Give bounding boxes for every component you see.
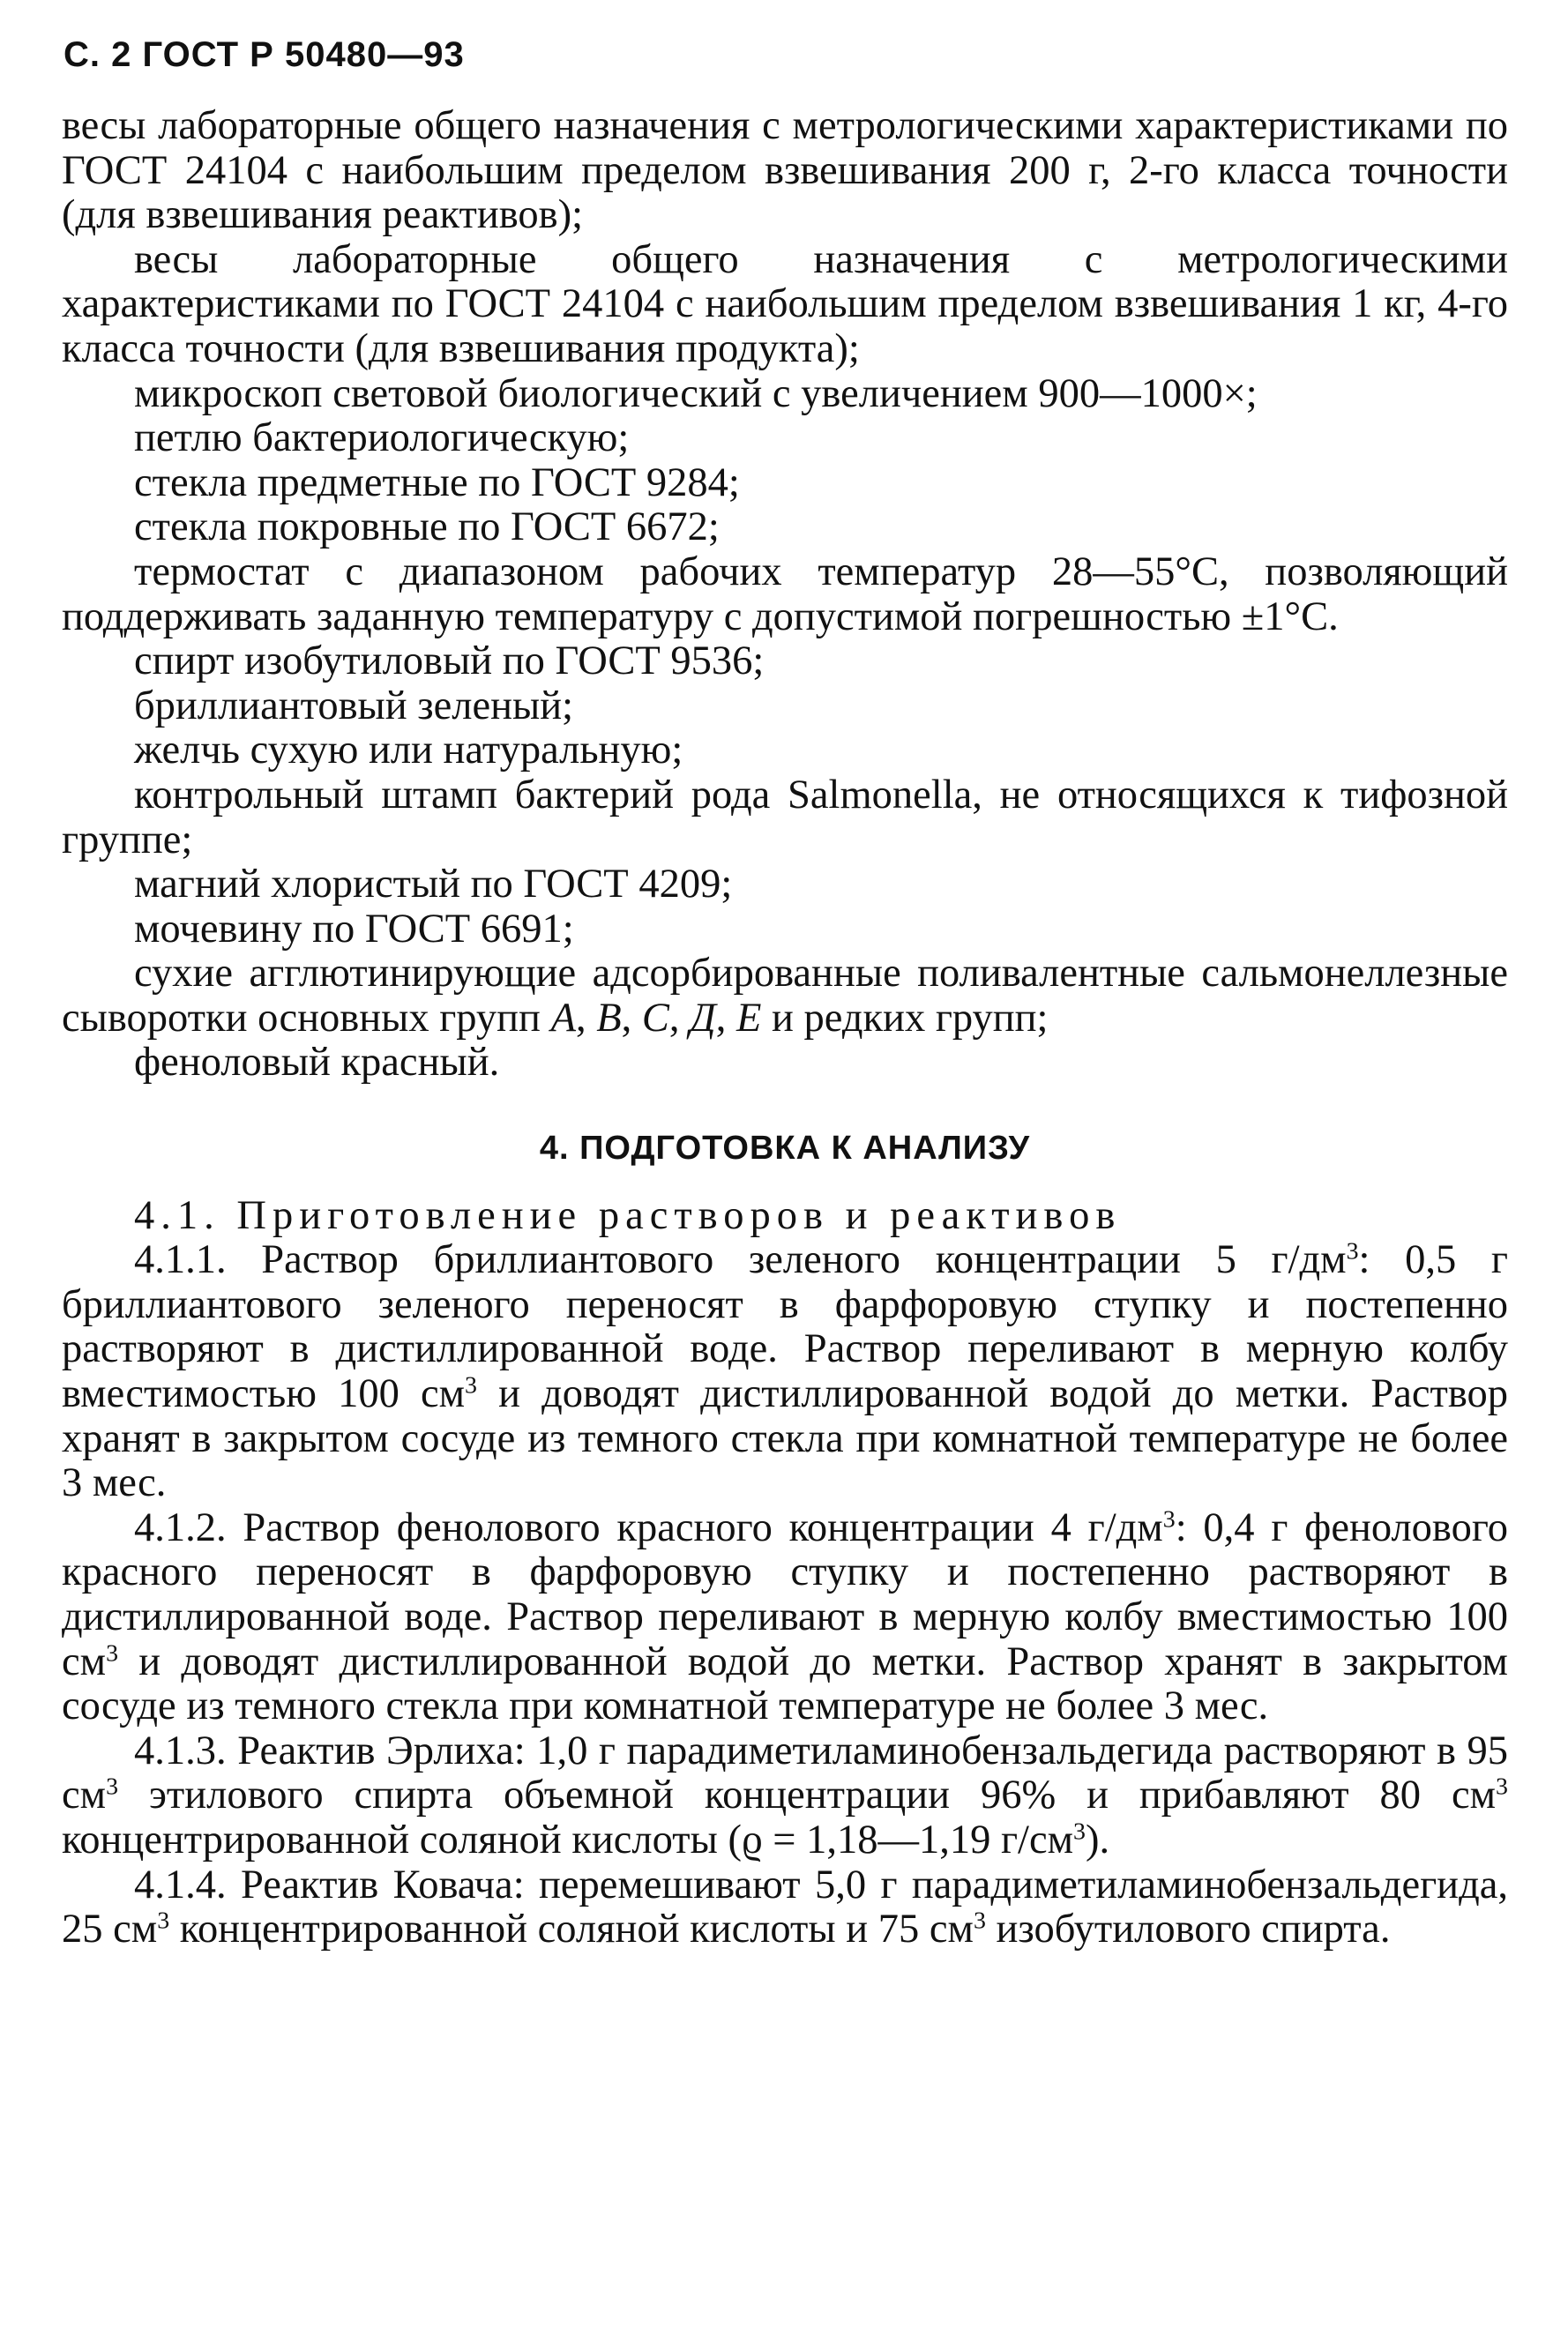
subsection-title: 4.1. Приготовление растворов и реактивов (134, 1192, 1122, 1238)
paragraph-4-1-3: 4.1.3. Реактив Эрлиха: 1,0 г парадиметиламинобензальдегида растворяют в 95 $см^3$ этилового спирта объемной концентрации 96% и прибавляют 80 $см^3$ концентрированной соляной кислоты (ϱ = 1,18—1,19 $г/см^3$). (62, 1728, 1508, 1863)
body-text (62, 104, 1508, 1952)
list-item: бриллиантовый зеленый; (134, 683, 574, 728)
list-item: спирт изобутиловый по ГОСТ 9536; (134, 638, 765, 684)
group-b: В (596, 995, 622, 1041)
list-item: контрольный штамп бактерий рода Salmonella, не относящихся к тифозной группе; (62, 772, 1508, 862)
group-a: А (550, 995, 576, 1041)
group-d: Д (690, 995, 716, 1041)
list-item: мочевину по ГОСТ 6691; (134, 906, 574, 952)
list-item: микроскоп световой биологический с увеличением 900—1000×; (134, 370, 1258, 416)
list-item: весы лабораторные общего назначения с метрологическими характеристиками по ГОСТ 24104 с наибольшим пределом взвешивания 1 кг, 4-го класса точности (для взвешивания продукта); (62, 236, 1508, 371)
list-item: феноловый красный. (134, 1040, 500, 1086)
list-item: петлю бактериологическую; (134, 415, 630, 461)
page-header: С. 2 ГОСТ Р 50480—93 (63, 35, 465, 74)
list-item: термостат с диапазоном рабочих температур 28—55°С, позволяющий поддерживать заданную температуру с допустимой погрешностью ±1°С. (62, 549, 1508, 639)
list-item: стекла предметные по ГОСТ 9284; (134, 459, 740, 505)
section-title: 4. ПОДГОТОВКА К АНАЛИЗУ (539, 1130, 1031, 1168)
group-e: Е (736, 995, 762, 1041)
paragraph-4-1-4: 4.1.4. Реактив Ковача: перемешивают 5,0 г парадиметиламинобензальдегида, 25 $см^3$ концентрированной соляной кислоты и 75 $см^3$ изобутилового спирта. (62, 1862, 1508, 1952)
list-item: стекла покровные по ГОСТ 6672; (134, 504, 720, 550)
list-item: желчь сухую или натуральную; (134, 728, 683, 773)
list-item: весы лабораторные общего назначения с метрологическими характеристиками по ГОСТ 24104 с наибольшим пределом взвешивания 200 г, 2-го класса точности (для взвешивания реактивов); (62, 103, 1508, 238)
paragraph-4-1-1: 4.1.1. Раствор бриллиантового зеленого концентрации 5 $г/дм^3$: 0,5 г бриллиантового зеленого переносят в фарфоровую ступку и постепенно растворяют в дистиллированной воде. Раствор переливают в мерную колбу вместимостью 100 $см^3$ и доводят дистиллированной водой до метки. Раствор хранят в закрытом сосуде из темного стекла при комнатной температуре не более 3 мес. (62, 1237, 1508, 1506)
paragraph-4-1-2: 4.1.2. Раствор фенолового красного концентрации 4 $г/дм^3$: 0,4 г фенолового красного переносят в фарфоровую ступку и постепенно растворяют в дистиллированной воде. Раствор переливают в мерную колбу вместимостью 100 $см^3$ и доводят дистиллированной водой до метки. Раствор хранят в закрытом сосуде из темного стекла при комнатной температуре не более 3 мес. (62, 1504, 1508, 1729)
list-item: магний хлористый по ГОСТ 4209; (134, 862, 733, 907)
list-item-serums: сухие агглютинирующие адсорбированные поливалентные сальмонеллезные сыворотки основных групп А, В, С, Д, Е и редких групп; (62, 951, 1508, 1041)
group-c: С (641, 995, 669, 1041)
